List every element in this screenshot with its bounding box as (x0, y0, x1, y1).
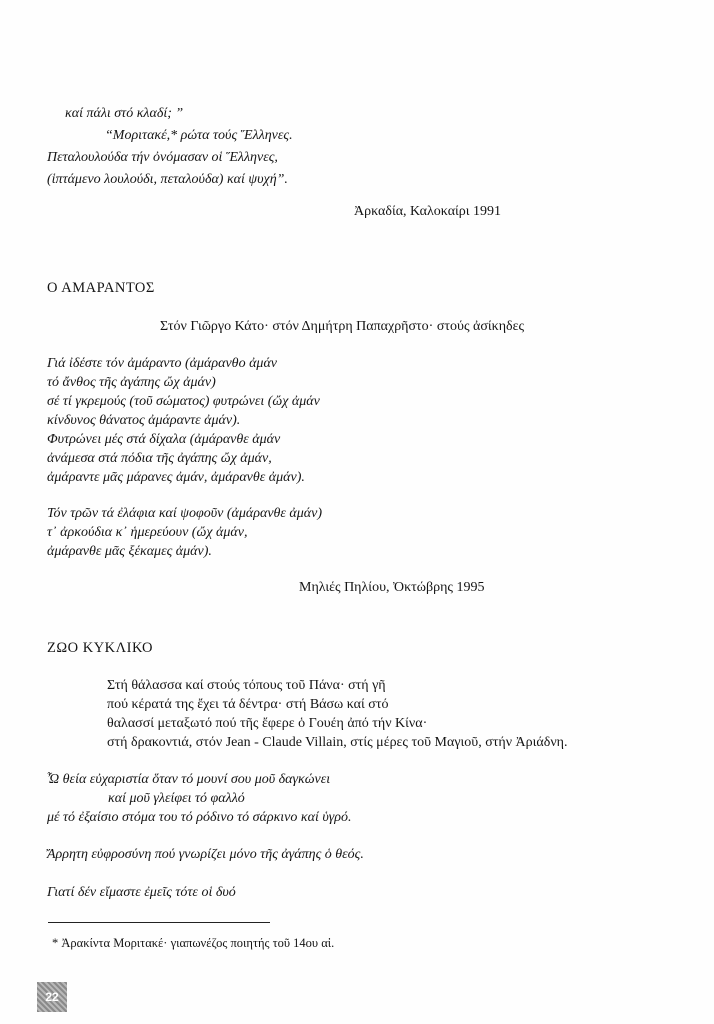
poem-line: ἀμάρανθε μᾶς ξέκαμες ἀμάν). (47, 544, 212, 559)
poem-line: πού κέρατά της ἔχει τά δέντρα· στή Βάσω καί στό (107, 697, 389, 712)
poem-line: Στή θάλασσα καί στούς τόπους τοῦ Πάνα· στή γῆ (107, 678, 386, 693)
footnote: * Ἀρακίντα Μοριτακέ· γιαπωνέζος ποιητής τοῦ 14ου αἰ. (52, 936, 335, 950)
place-date: Ἀρκαδία, Καλοκαίρι 1991 (354, 204, 502, 219)
poem-line: κίνδυνος θάνατος ἀμάραντε ἀμάν). (47, 413, 241, 428)
poem-line: θαλασσί μεταξωτό πού τῆς ἔφερε ὁ Γουέη ἀπό τήν Κίνα· (107, 716, 428, 731)
poem-line: Πεταλουλούδα τήν ὀνόμασαν οἱ Ἕλληνες, (47, 150, 278, 165)
poem-line: ἀμάραντε μᾶς μάρανες ἀμάν, ἀμάρανθε ἀμάν). (47, 470, 305, 485)
dedication: Στόν Γιῶργο Κάτο· στόν Δημήτρη Παπαχρῆστο· στούς ἀσίκηδες (160, 319, 525, 334)
poem-line: Ἄρρητη εὐφροσύνη πού γνωρίζει μόνο τῆς ἀγάπης ὁ θεός. (47, 847, 364, 862)
poem-line: τ᾿ ἀρκούδια κ᾿ ἡμερεύουν (ὤχ ἀμάν, (47, 525, 248, 540)
poem-line: στή δρακοντιά, στόν Jean - Claude Villain, στίς μέρες τοῦ Μαγιοῦ, στήν Ἀριάδνη. (107, 735, 568, 750)
footnote-rule (48, 922, 270, 923)
poem-line: τό ἄνθος τῆς ἀγάπης ὤχ ἀμάν) (47, 375, 216, 390)
page-number: 22 (37, 982, 67, 1012)
poem-title: Ο ΑΜΑΡΑΝΤΟΣ (47, 280, 155, 296)
place-date: Μηλιές Πηλίου, Ὀκτώβρης 1995 (299, 580, 485, 595)
poem-line: καί μοῦ γλείφει τό φαλλό (108, 791, 245, 806)
poem-line: Γιατί δέν εἴμαστε ἐμεῖς τότε οἱ δυό (47, 885, 236, 900)
poem-line: “Μοριτακέ,* ρώτα τούς Ἕλληνες. (105, 128, 293, 143)
poem-line: καί πάλι στό κλαδί; ” (65, 106, 184, 121)
poem-line: ἀνάμεσα στά πόδια τῆς ἀγάπης ὤχ ἀμάν, (47, 451, 272, 466)
poem-line: (ἱπτάμενο λουλούδι, πεταλούδα) καί ψυχή”. (47, 172, 288, 187)
poem-line: Ὦ θεία εὐχαριστία ὅταν τό μουνί σου μοῦ δαγκώνει (47, 772, 331, 787)
poem-line: σέ τί γκρεμούς (τοῦ σώματος) φυτρώνει (ὤχ ἀμάν (47, 394, 320, 409)
poem-line: Τόν τρῶν τά ἐλάφια καί ψοφοῦν (ἀμάρανθε ἀμάν) (47, 506, 323, 521)
poem-title: ΖΩΟ ΚΥΚΛΙΚΟ (47, 640, 153, 656)
poem-line: Φυτρώνει μές στά δίχαλα (ἀμάρανθε ἀμάν (47, 432, 281, 447)
poem-line: μέ τό ἐξαίσιο στόμα του τό ρόδινο τό σάρκινο καί ὑγρό. (47, 810, 352, 825)
poem-line: Γιά ἰδέστε τόν ἀμάραντο (ἀμάρανθο ἀμάν (47, 356, 278, 371)
